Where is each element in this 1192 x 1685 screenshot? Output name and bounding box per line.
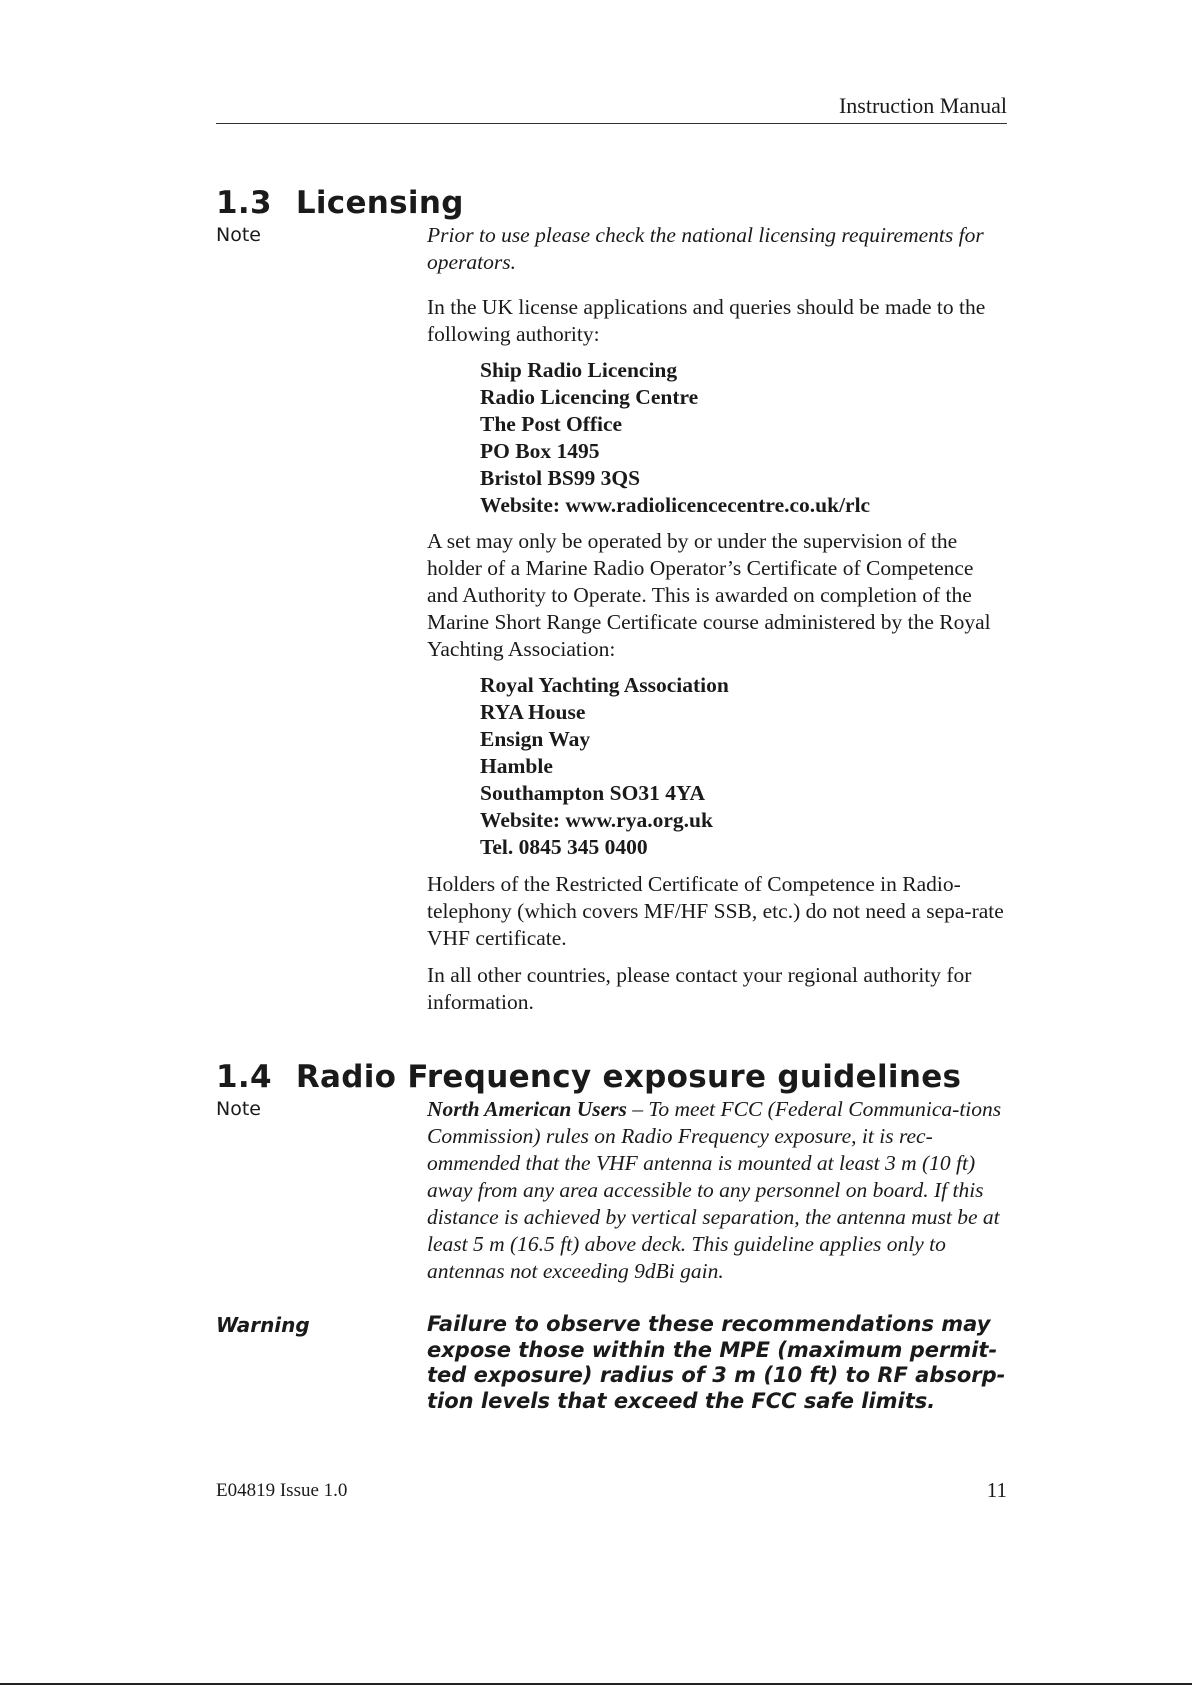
licensing-note: Prior to use please check the national licensing requirements for operators.	[427, 223, 984, 274]
uk-authority-paragraph: In the UK license applications and queries should be made to the following authority:	[427, 295, 986, 346]
note-label: Note	[216, 1098, 261, 1120]
section-heading-rf	[216, 1058, 961, 1096]
address-line: The Post Office	[480, 412, 623, 436]
warning-label: Warning	[216, 1313, 310, 1337]
section-heading-licensing	[216, 184, 464, 222]
address-line: RYA House	[480, 700, 586, 724]
note-text	[427, 1096, 1009, 1285]
other-countries-paragraph: In all other countries, please contact your regional authority for information.	[427, 963, 972, 1014]
address-line: Bristol BS99 3QS	[480, 466, 641, 490]
website-line: Website: www.rya.org.uk	[480, 808, 713, 832]
note-label: Note	[216, 224, 261, 246]
paragraph	[427, 962, 1009, 1016]
certificate-paragraph: A set may only be operated by or under the supervision of the holder of a Marine Radio Operator’s Certificate of Competence and Authority to Operate. This is awarded on completion of the Marine Short Range Certificate course administered by the Royal Yachting Association:	[427, 529, 991, 661]
rf-note-body: – To meet FCC (Federal Communica-tions Commission) rules on Radio Frequency exposure, it is rec-ommended that the VHF antenna is mounted at least 3 m (10 ft) away from any area accessible to any personnel on board. If this distance is achieved by vertical separation, the antenna must be at least 5 m (16.5 ft) above deck. This guideline applies only to antennas not exceeding 9dBi gain.	[427, 1097, 1002, 1283]
address-block-rlc	[480, 357, 870, 519]
section-title: Radio Frequency exposure guidelines	[295, 1059, 962, 1095]
address-line: PO Box 1495	[480, 439, 600, 463]
address-line: Southampton SO31 4YA	[480, 781, 706, 805]
address-line: Ensign Way	[480, 727, 591, 751]
paragraph	[427, 294, 1009, 348]
note-text	[427, 222, 1009, 276]
header-title: Instruction Manual	[838, 93, 1007, 118]
address-line: Ship Radio Licencing	[480, 358, 678, 382]
phone-line: Tel. 0845 345 0400	[480, 835, 648, 859]
address-block-rya	[480, 672, 729, 861]
section-number: 1.3	[216, 185, 272, 221]
address-line: Radio Licencing Centre	[480, 385, 699, 409]
section-number: 1.4	[216, 1059, 272, 1095]
paragraph	[427, 528, 1009, 663]
section-title: Licensing	[295, 185, 464, 221]
footer-doc-id: E04819 Issue 1.0	[216, 1480, 348, 1501]
paragraph	[427, 871, 1009, 952]
restricted-certificate-paragraph: Holders of the Restricted Certificate of Competence in Radio-telephony (which covers MF/HF SSB, etc.) do not need a sepa-rate VHF certificate.	[427, 872, 1004, 950]
address-line: Royal Yachting Association	[480, 673, 729, 697]
website-line: Website: www.radiolicencecentre.co.uk/rlc	[480, 493, 871, 517]
address-line: Hamble	[480, 754, 553, 778]
warning-text: Failure to observe these recommendations may expose those within the MPE (maximum permit-ted exposure) radius of 3 m (10 ft) to RF absorp-tion levels that exceed the FCC safe limits.	[427, 1312, 1006, 1413]
page-header	[216, 92, 1007, 124]
page-number: 11	[986, 1478, 1007, 1502]
note-lead: North American Users	[427, 1097, 627, 1121]
